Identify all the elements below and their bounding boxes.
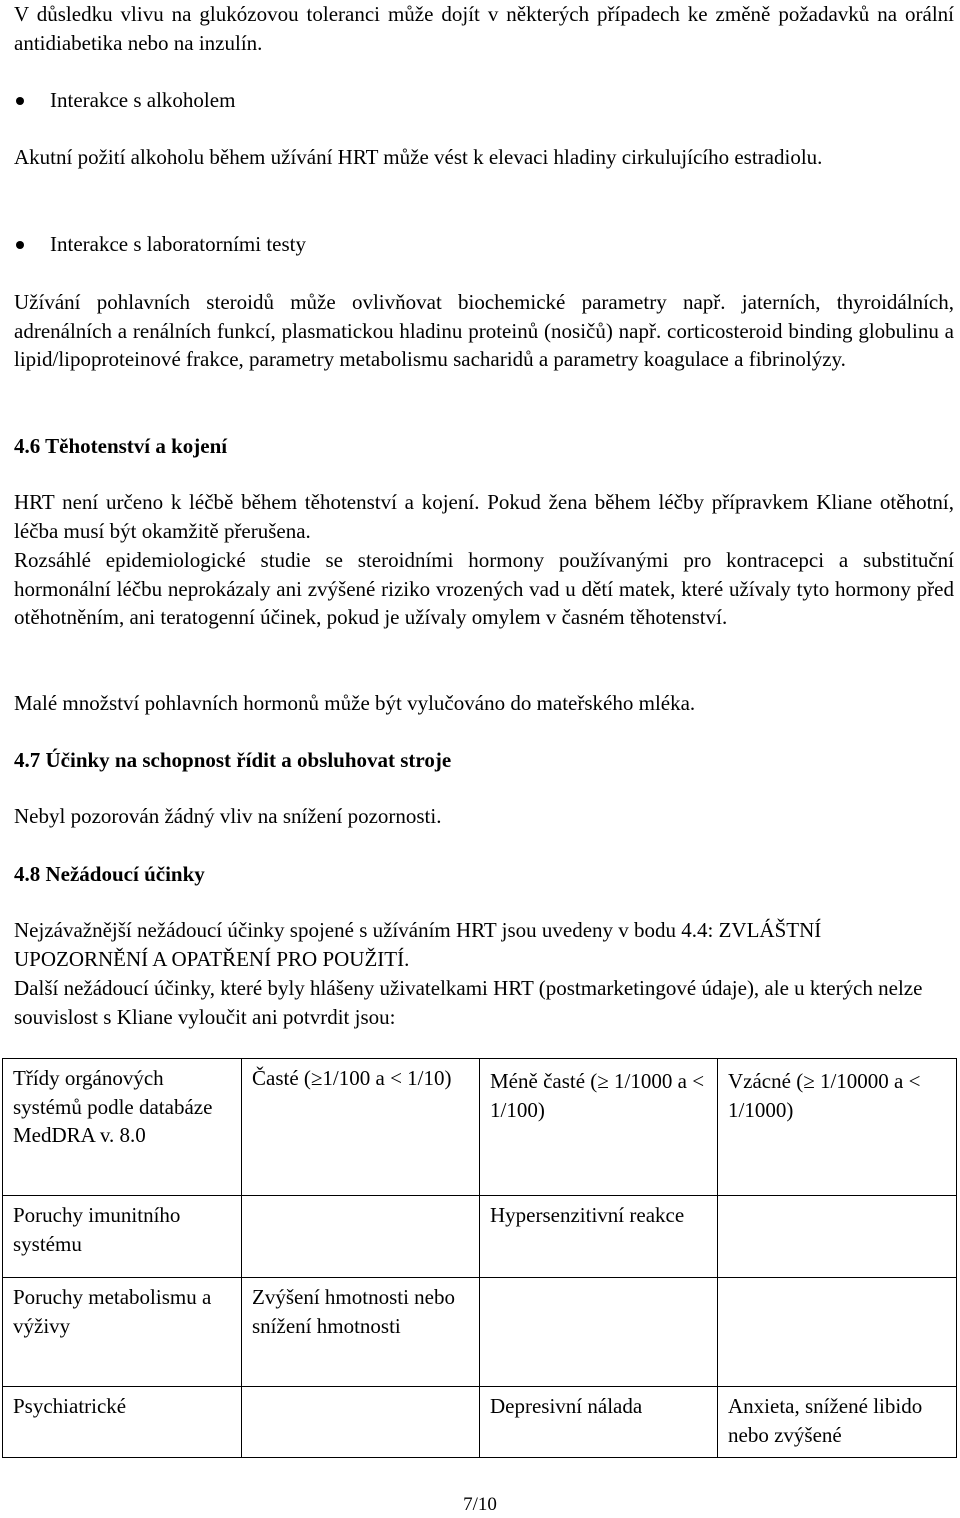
table-row bbox=[3, 1387, 957, 1458]
table-header-cell: Méně časté (≥ 1/1000 a < 1/100) bbox=[480, 1059, 718, 1196]
bullet-lab bbox=[14, 230, 954, 259]
table-cell bbox=[480, 1278, 718, 1387]
paragraph-alcohol: Akutní požití alkoholu během užívání HRT může vést k elevaci hladiny cirkulujícího estradiolu. bbox=[14, 145, 823, 169]
table-cell bbox=[718, 1278, 957, 1387]
section-heading-4-8: 4.8 Nežádoucí účinky bbox=[14, 862, 205, 886]
paragraph-pregnancy-1: HRT není určeno k léčbě během těhotenství a kojení. Pokud žena během léčby přípravkem Kliane otěhotní, léčba musí být okamžitě přerušena. bbox=[14, 490, 954, 543]
paragraph-lactation: Malé množství pohlavních hormonů může být vylučováno do mateřského mléka. bbox=[14, 691, 696, 715]
table-cell bbox=[242, 1387, 480, 1458]
table-cell: Depresivní nálada bbox=[480, 1387, 718, 1458]
table-row bbox=[3, 1196, 957, 1278]
paragraph-lab-tests: Užívání pohlavních steroidů může ovlivňovat biochemické parametry např. jaterních, thyroidálních, adrenálních a renálních funkcí, plasmatickou hladinu proteinů (nosičů) např. corticosteroid binding globulinu a lipid/lipoproteinové frakce, parametry metabolismu sacharidů a parametry koagulace a fibrinolýzy. bbox=[14, 290, 954, 371]
paragraph-adverse-1: Nejzávažnější nežádoucí účinky spojené s užíváním HRT jsou uvedeny v bodu 4.4: ZVLÁŠTNÍ UPOZORNĚNÍ A OPATŘENÍ PRO POUŽITÍ. bbox=[14, 918, 822, 971]
table-header-cell: Časté (≥1/100 a < 1/10) bbox=[242, 1059, 480, 1196]
table-header-cell: Třídy orgánových systémů podle databáze MedDRA v. 8.0 bbox=[3, 1059, 242, 1196]
bullet-alcohol bbox=[14, 86, 954, 115]
table-cell: Psychiatrické bbox=[3, 1387, 242, 1458]
table-cell: Hypersenzitivní reakce bbox=[480, 1196, 718, 1278]
bullet-lab-label: Interakce s laboratorními testy bbox=[50, 232, 306, 256]
bullet-alcohol-label: Interakce s alkoholem bbox=[50, 88, 236, 112]
section-heading-4-6: 4.6 Těhotenství a kojení bbox=[14, 434, 228, 458]
page-number: 7/10 bbox=[463, 1494, 497, 1515]
section-heading-4-7: 4.7 Účinky na schopnost řídit a obsluhovat stroje bbox=[14, 748, 452, 772]
adverse-effects-table bbox=[2, 1058, 957, 1458]
table-row bbox=[3, 1278, 957, 1387]
bullet-icon bbox=[16, 97, 24, 105]
table-cell: Anxieta, snížené libido nebo zvýšené bbox=[718, 1387, 957, 1458]
table-cell: Poruchy metabolismu a výživy bbox=[3, 1278, 242, 1387]
paragraph-pregnancy-2: Rozsáhlé epidemiologické studie se steroidními hormony používanými pro kontracepci a substituční hormonální léčbu neprokázaly ani zvýšené riziko vrozených vad u dětí matek, které užívaly tyto hormony před otěhotněním, ani teratogenní účinek, pokud je užívaly omylem v časném těhotenství. bbox=[14, 548, 954, 629]
table-header-cell: Vzácné (≥ 1/10000 a < 1/1000) bbox=[718, 1059, 957, 1196]
paragraph-driving: Nebyl pozorován žádný vliv na snížení pozornosti. bbox=[14, 804, 442, 828]
bullet-icon bbox=[16, 241, 24, 249]
paragraph-glucose: V důsledku vlivu na glukózovou toleranci může dojít v některých případech ke změně požadavků na orální antidiabetika nebo na inzulín. bbox=[14, 2, 954, 55]
table-cell: Zvýšení hmotnosti nebo snížení hmotnosti bbox=[242, 1278, 480, 1387]
table-cell bbox=[718, 1196, 957, 1278]
table-cell: Poruchy imunitního systému bbox=[3, 1196, 242, 1278]
table-header-row bbox=[3, 1059, 957, 1196]
paragraph-adverse-2: Další nežádoucí účinky, které byly hlášeny uživatelkami HRT (postmarketingové údaje), ale u kterých nelze souvislost s Kliane vyloučit ani potvrdit jsou: bbox=[14, 976, 923, 1029]
table-cell bbox=[242, 1196, 480, 1278]
